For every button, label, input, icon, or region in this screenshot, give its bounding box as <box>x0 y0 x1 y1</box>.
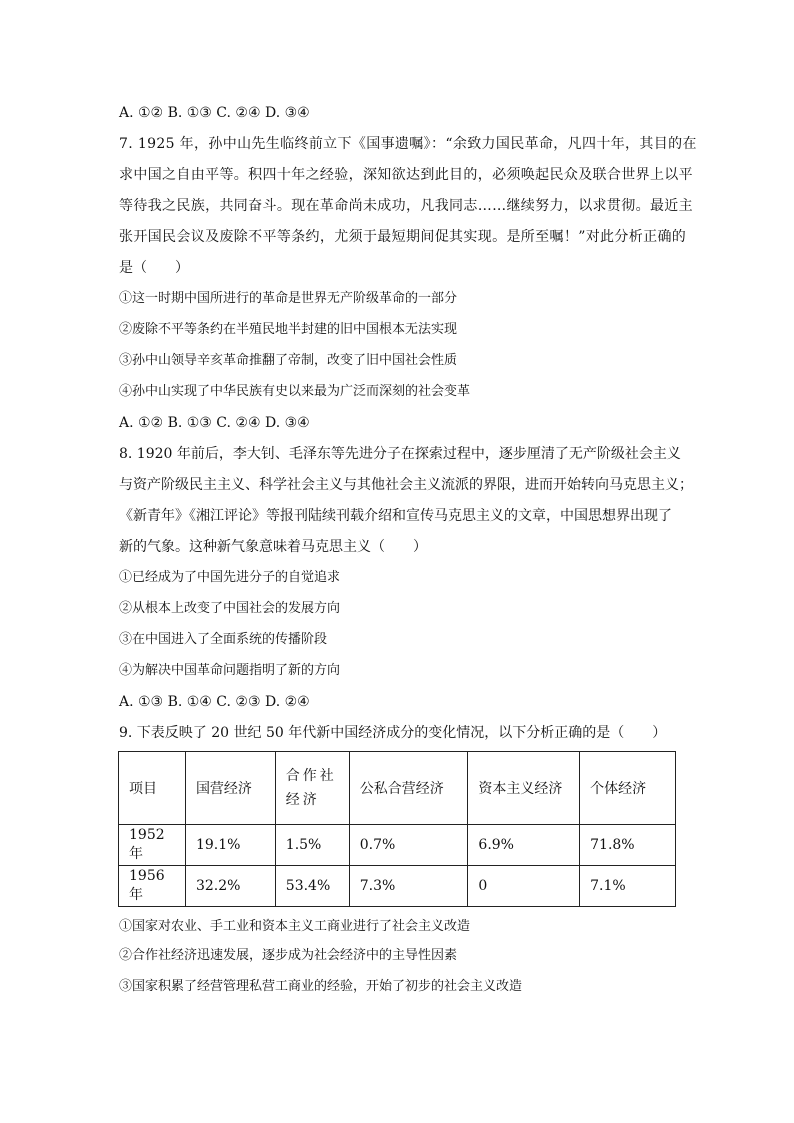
q8-statement: ③在中国进入了全面系统的传播阶段 <box>119 632 328 647</box>
table-header-cell: 合作社经济 <box>275 752 349 825</box>
q7-statement: ②废除不平等条约在半殖民地半封建的旧中国根本无法实现 <box>119 322 458 337</box>
table-header-cell: 项目 <box>119 752 186 825</box>
q7-statement: ③孙中山领导辛亥革命推翻了帝制，改变了旧中国社会性质 <box>119 353 458 368</box>
q9-statement: ③国家积累了经营管理私营工商业的经验，开始了初步的社会主义改造 <box>119 979 523 994</box>
economy-table <box>118 751 676 907</box>
q8-statement: ②从根本上改变了中国社会的发展方向 <box>119 601 341 616</box>
table-cell: 32.2% <box>185 866 275 907</box>
table-cell: 0 <box>468 866 580 907</box>
q8-stem-line: 与资产阶级民主主义、科学社会主义与其他社会主义流派的界限，进而开始转向马克思主义； <box>119 477 693 493</box>
table-header-cell: 国营经济 <box>185 752 275 825</box>
table-cell: 7.3% <box>349 866 468 907</box>
table-cell: 1.5% <box>275 825 349 866</box>
table-row <box>119 866 676 907</box>
table-cell: 53.4% <box>275 866 349 907</box>
table-cell: 19.1% <box>185 825 275 866</box>
table-header-cell: 个体经济 <box>580 752 676 825</box>
q8-stem-line: 《新青年》《湘江评论》等报刊陆续刊载介绍和宣传马克思主义的文章，中国思想界出现了 <box>119 508 672 524</box>
table-cell: 7.1% <box>580 866 676 907</box>
table-header-cell: 公私合营经济 <box>349 752 468 825</box>
q7-stem-line: 求中国之自由平等。积四十年之经验，深知欲达到此目的，必须唤起民众及联合世界上以平 <box>119 167 693 183</box>
q7-stem-line: 是（ ） <box>119 260 189 276</box>
q9-statement: ②合作社经济迅速发展，逐步成为社会经济中的主导性因素 <box>119 948 458 963</box>
table-header-row <box>119 752 676 825</box>
q7-statement: ④孙中山实现了中华民族有史以来最为广泛而深刻的社会变革 <box>119 384 471 399</box>
q9-statement: ①国家对农业、手工业和资本主义工商业进行了社会主义改造 <box>119 919 471 934</box>
table-cell: 0.7% <box>349 825 468 866</box>
q8-statement: ④为解决中国革命问题指明了新的方向 <box>119 663 341 678</box>
q8-stem-line: 8. 1920 年前后，李大钊、毛泽东等先进分子在探索过程中，逐步厘清了无产阶级社会主义 <box>119 446 681 462</box>
table-cell: 6.9% <box>468 825 580 866</box>
q8-statement: ①已经成为了中国先进分子的自觉追求 <box>119 570 341 585</box>
table-header-cell: 资本主义经济 <box>468 752 580 825</box>
q7-stem-line: 等待我之民族，共同奋斗。现在革命尚未成功，凡我同志……继续努力，以求贯彻。最近主 <box>119 198 693 214</box>
q8-options: A. ①③ B. ①④ C. ②③ D. ②④ <box>119 694 310 710</box>
q7-stem-line: 张开国民会议及废除不平等条约，尤须于最短期间促其实现。是所至嘱！”对此分析正确的 <box>119 229 687 245</box>
table-cell: 1952 年 <box>119 825 186 866</box>
q9-stem: 9. 下表反映了 20 世纪 50 年代新中国经济成分的变化情况，以下分析正确的是（ ） <box>119 725 667 741</box>
q7-statement: ①这一时期中国所进行的革命是世界无产阶级革命的一部分 <box>119 291 458 306</box>
table-cell: 1956 年 <box>119 866 186 907</box>
table-row <box>119 825 676 866</box>
q7-stem-line: 7. 1925 年，孙中山先生临终前立下《国事遗嘱》：“余致力国民革命，凡四十年，其目的在 <box>119 136 697 152</box>
table-cell: 71.8% <box>580 825 676 866</box>
q6-options: A. ①② B. ①③ C. ②④ D. ③④ <box>119 105 310 121</box>
q7-options: A. ①② B. ①③ C. ②④ D. ③④ <box>119 415 310 431</box>
q8-stem-line: 新的气象。这种新气象意味着马克思主义（ ） <box>119 539 427 555</box>
